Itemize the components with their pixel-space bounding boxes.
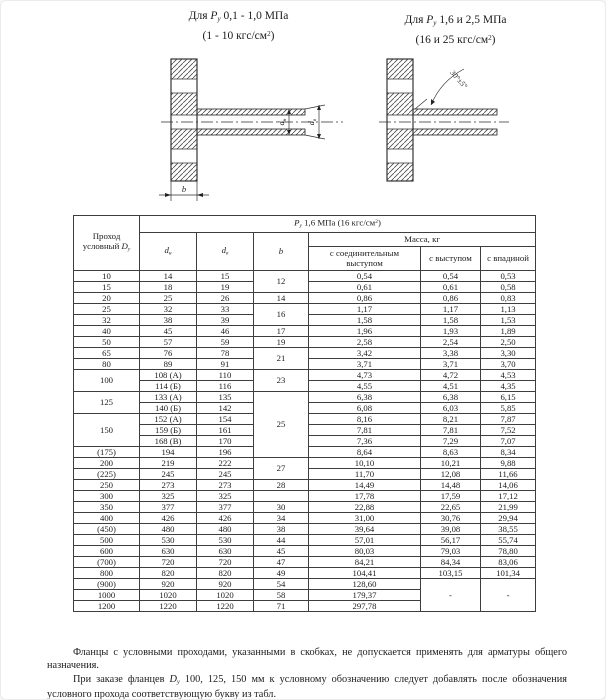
table-cell: 300 <box>74 490 140 501</box>
table-cell: 480 <box>140 523 197 534</box>
table-cell: 22,88 <box>309 501 421 512</box>
table-cell: 31,00 <box>309 512 421 523</box>
header-mass-joint-protrusion: с соединительным выступом <box>309 246 421 270</box>
table-cell: 3,42 <box>309 347 421 358</box>
table-cell: 273 <box>140 479 197 490</box>
table-cell: - <box>421 578 481 611</box>
table-cell: 22,65 <box>421 501 481 512</box>
table-row <box>74 391 536 402</box>
table-cell: 59 <box>197 336 254 347</box>
table-cell: 4,51 <box>421 380 481 391</box>
table-row <box>74 545 536 556</box>
table-row <box>74 523 536 534</box>
table-cell: 4,73 <box>309 369 421 380</box>
table-cell: 14,06 <box>481 479 536 490</box>
table-cell: 16 <box>254 303 309 325</box>
table-cell: 38 <box>254 523 309 534</box>
table-cell: 7,36 <box>309 435 421 446</box>
table-cell: 1,58 <box>309 314 421 325</box>
table-cell: 34 <box>254 512 309 523</box>
table-cell: 17 <box>254 325 309 336</box>
table-cell: 26 <box>197 292 254 303</box>
table-cell: 600 <box>74 545 140 556</box>
table-row <box>74 303 536 314</box>
header-pressure-group: $Р_у$ 1,6 МПа (16 кгс/$см^2$) <box>140 216 536 233</box>
table-cell: 103,15 <box>421 567 481 578</box>
table-cell: 7,81 <box>421 424 481 435</box>
table-cell: 6,15 <box>481 391 536 402</box>
table-cell: 8,64 <box>309 446 421 457</box>
table-cell: 720 <box>197 556 254 567</box>
table-cell: 7,87 <box>481 413 536 424</box>
table-row <box>74 369 536 380</box>
dimension-b <box>159 181 209 201</box>
table-cell: 17,59 <box>421 490 481 501</box>
symbol-P: Р <box>210 10 218 22</box>
table-cell: 530 <box>140 534 197 545</box>
table-cell: 57 <box>140 336 197 347</box>
header-b: b <box>254 233 309 271</box>
table-cell: 10,10 <box>309 457 421 468</box>
table-cell: 18 <box>140 281 197 292</box>
table-cell: 720 <box>140 556 197 567</box>
table-cell: 170 <box>197 435 254 446</box>
table-cell: 630 <box>197 545 254 556</box>
table-cell: 28 <box>254 479 309 490</box>
table-cell: (700) <box>74 556 140 567</box>
table-cell: 920 <box>197 578 254 589</box>
flange-drawing-high-pressure <box>369 53 519 208</box>
header-mass-protrusion: с выступом <box>421 246 481 270</box>
table-cell: 14,49 <box>309 479 421 490</box>
table-cell: 5,85 <box>481 402 536 413</box>
caption-left-figure <box>136 9 341 44</box>
header-mass-recess: с впадиной <box>481 246 536 270</box>
table-cell: 4,35 <box>481 380 536 391</box>
table-row <box>74 457 536 468</box>
note-ordering: При заказе фланцев $D_у$ 100, 125, 150 мм к условному обозначению следует добавлять после обозначения условного прохода соответствующую букву из табл. <box>47 674 567 700</box>
flange-drawing-low-pressure <box>113 53 353 208</box>
b-label: b <box>181 184 187 194</box>
table-cell: 1000 <box>74 589 140 600</box>
table-cell: 19 <box>254 336 309 347</box>
table-cell: 11,70 <box>309 468 421 479</box>
table-row <box>74 578 536 589</box>
table-cell: 9,88 <box>481 457 536 468</box>
table-cell: 8,16 <box>309 413 421 424</box>
table-cell: 222 <box>197 457 254 468</box>
table-cell: 84,21 <box>309 556 421 567</box>
table-cell: 47 <box>254 556 309 567</box>
table-cell: 350 <box>74 501 140 512</box>
table-cell: 84,34 <box>421 556 481 567</box>
table-cell: 110 <box>197 369 254 380</box>
table-row <box>74 490 536 501</box>
table-cell: 128,60 <box>309 578 421 589</box>
table-cell: 50 <box>74 336 140 347</box>
table-cell: 21,99 <box>481 501 536 512</box>
table-cell: 23 <box>254 369 309 391</box>
table-cell: 6,38 <box>309 391 421 402</box>
table-cell: 14 <box>254 292 309 303</box>
flange-spec-table <box>73 215 536 612</box>
table-cell: 1200 <box>74 600 140 611</box>
symbol-P: Р <box>426 14 434 26</box>
table-cell: 3,70 <box>481 358 536 369</box>
table-cell: 377 <box>197 501 254 512</box>
table-cell: 78,80 <box>481 545 536 556</box>
table-cell: 45 <box>254 545 309 556</box>
table-cell: 194 <box>140 446 197 457</box>
table-cell: 27 <box>254 457 309 479</box>
table-cell: 630 <box>140 545 197 556</box>
table-cell: 91 <box>197 358 254 369</box>
table-cell: 71 <box>254 600 309 611</box>
table-cell: 1220 <box>140 600 197 611</box>
table-cell: 152 (А) <box>140 413 197 424</box>
table-cell <box>254 490 309 501</box>
table-cell: 245 <box>197 468 254 479</box>
table-cell: 125 <box>74 391 140 413</box>
table-cell: 116 <box>197 380 254 391</box>
table-cell: 1020 <box>197 589 254 600</box>
table-cell: 15 <box>197 270 254 281</box>
table-cell: 101,34 <box>481 567 536 578</box>
table-cell: 14 <box>140 270 197 281</box>
table-cell: 10,21 <box>421 457 481 468</box>
table-cell: 108 (А) <box>140 369 197 380</box>
table-cell: 2,58 <box>309 336 421 347</box>
table-cell: 820 <box>197 567 254 578</box>
table-cell: 161 <box>197 424 254 435</box>
table-cell: 0,86 <box>421 292 481 303</box>
table-cell: 76 <box>140 347 197 358</box>
table-cell: 11,66 <box>481 468 536 479</box>
table-cell: 7,07 <box>481 435 536 446</box>
table-cell: 133 (А) <box>140 391 197 402</box>
table-cell: 400 <box>74 512 140 523</box>
table-cell: 8,21 <box>421 413 481 424</box>
table-cell: 32 <box>74 314 140 325</box>
table-cell: 0,86 <box>309 292 421 303</box>
table-cell: 3,30 <box>481 347 536 358</box>
table-row <box>74 270 536 281</box>
table-cell: 377 <box>140 501 197 512</box>
caption-text: 0,1 - 1,0 МПа <box>220 10 289 22</box>
flange-plate <box>171 59 197 181</box>
table-cell: 46 <box>197 325 254 336</box>
table-cell: 1,13 <box>481 303 536 314</box>
table-cell: 1,53 <box>481 314 536 325</box>
caption-text: Для <box>188 10 211 22</box>
table-cell: 325 <box>197 490 254 501</box>
table-cell: (175) <box>74 446 140 457</box>
table-cell: 1,96 <box>309 325 421 336</box>
table-row <box>74 534 536 545</box>
table-cell: 30,76 <box>421 512 481 523</box>
header-dn: $d_н$ <box>140 233 197 271</box>
table-cell: 79,03 <box>421 545 481 556</box>
table-cell: 0,54 <box>309 270 421 281</box>
table-cell: 140 (Б) <box>140 402 197 413</box>
table-cell: 6,03 <box>421 402 481 413</box>
table-cell: 19 <box>197 281 254 292</box>
caption-text: 1,6 и 2,5 МПа <box>436 14 507 26</box>
pipe-section <box>413 99 497 135</box>
table-cell: 135 <box>197 391 254 402</box>
table-cell: 4,72 <box>421 369 481 380</box>
table-cell: 7,52 <box>481 424 536 435</box>
header-dv: $d_в$ <box>197 233 254 271</box>
footnotes <box>47 647 567 700</box>
table-cell: 4,55 <box>309 380 421 391</box>
table-cell: 25 <box>74 303 140 314</box>
table-cell: 14,48 <box>421 479 481 490</box>
table-cell: 80,03 <box>309 545 421 556</box>
table-cell: 168 (В) <box>140 435 197 446</box>
table-cell: 78 <box>197 347 254 358</box>
note-parentheses: Фланцы с условными проходами, указанными в скобках, не допускается применять для арматуры общего назначения. <box>47 647 567 671</box>
table-cell: 25 <box>254 391 309 457</box>
superscript-2: 2 <box>267 29 271 38</box>
table-cell: 150 <box>74 413 140 446</box>
table-row <box>74 292 536 303</box>
table-cell: 17,78 <box>309 490 421 501</box>
table-cell: 0,53 <box>481 270 536 281</box>
table-cell: 245 <box>140 468 197 479</box>
table-cell: 1,17 <box>309 303 421 314</box>
table-row <box>74 501 536 512</box>
table-cell: 325 <box>140 490 197 501</box>
table-cell: 83,06 <box>481 556 536 567</box>
table-cell: 39,08 <box>421 523 481 534</box>
table-cell: 57,01 <box>309 534 421 545</box>
table-header <box>74 216 536 271</box>
table-row <box>74 479 536 490</box>
table-cell: 820 <box>140 567 197 578</box>
table-cell: 920 <box>140 578 197 589</box>
subscript-u: у <box>433 18 437 27</box>
table-cell: 49 <box>254 567 309 578</box>
table-cell: 33 <box>197 303 254 314</box>
table-cell: 179,37 <box>309 589 421 600</box>
angle-annotation <box>431 68 469 105</box>
table-cell: 4,53 <box>481 369 536 380</box>
table-cell: 55,74 <box>481 534 536 545</box>
table-cell: 273 <box>197 479 254 490</box>
header-dy: Проход условный $D_у$ <box>74 216 140 271</box>
table-cell: 0,83 <box>481 292 536 303</box>
table-row <box>74 556 536 567</box>
table-cell: 6,38 <box>421 391 481 402</box>
table-cell: 1,17 <box>421 303 481 314</box>
table-cell: 426 <box>140 512 197 523</box>
table-cell: 2,50 <box>481 336 536 347</box>
table-body <box>74 270 536 611</box>
table-cell: 80 <box>74 358 140 369</box>
subscript-u: у <box>217 14 221 23</box>
table-cell: 38 <box>140 314 197 325</box>
table-cell: 1,93 <box>421 325 481 336</box>
table-cell: 38,55 <box>481 523 536 534</box>
table-cell: 17,12 <box>481 490 536 501</box>
table-cell: 39,64 <box>309 523 421 534</box>
table-cell: - <box>481 578 536 611</box>
table-cell: 10 <box>74 270 140 281</box>
table-cell: 114 (Б) <box>140 380 197 391</box>
table-cell: 104,41 <box>309 567 421 578</box>
table-cell: 30 <box>254 501 309 512</box>
table-cell: 100 <box>74 369 140 391</box>
table-cell: 530 <box>197 534 254 545</box>
table-cell: 56,17 <box>421 534 481 545</box>
table-cell: 0,61 <box>309 281 421 292</box>
angle-label: 30°±5° <box>448 68 470 91</box>
table-cell: 426 <box>197 512 254 523</box>
caption-text: ) <box>491 33 496 46</box>
table-cell: 219 <box>140 457 197 468</box>
table-cell: 29,94 <box>481 512 536 523</box>
table-cell: 8,34 <box>481 446 536 457</box>
table-cell: 3,71 <box>421 358 481 369</box>
table-cell: 154 <box>197 413 254 424</box>
table-cell: 39 <box>197 314 254 325</box>
table-cell: 250 <box>74 479 140 490</box>
table-cell: 65 <box>74 347 140 358</box>
table-cell: 21 <box>254 347 309 369</box>
table-row <box>74 347 536 358</box>
table-cell: 45 <box>140 325 197 336</box>
table-cell: 20 <box>74 292 140 303</box>
table-cell: 32 <box>140 303 197 314</box>
table-cell: 44 <box>254 534 309 545</box>
table-cell: 196 <box>197 446 254 457</box>
header-mass: Масса, кг <box>309 233 536 247</box>
table-cell: 54 <box>254 578 309 589</box>
table-cell: 7,29 <box>421 435 481 446</box>
dn-label: $d_н$ <box>277 118 288 126</box>
caption-text: ) <box>270 29 275 42</box>
table-cell: 12 <box>254 270 309 292</box>
table-cell: 142 <box>197 402 254 413</box>
table-cell: (225) <box>74 468 140 479</box>
table-cell: 6,08 <box>309 402 421 413</box>
flange-plate <box>387 59 413 181</box>
superscript-2: 2 <box>488 33 492 42</box>
table-cell: 7,81 <box>309 424 421 435</box>
table-cell: 1,89 <box>481 325 536 336</box>
table-cell: 200 <box>74 457 140 468</box>
table-cell: 800 <box>74 567 140 578</box>
table-cell: 159 (Б) <box>140 424 197 435</box>
table-cell: 0,58 <box>481 281 536 292</box>
table-cell: 1,58 <box>421 314 481 325</box>
table-cell: (900) <box>74 578 140 589</box>
dv-label: $d_в$ <box>307 118 318 126</box>
table-cell: 0,61 <box>421 281 481 292</box>
table-row <box>74 567 536 578</box>
caption-text: (16 и 25 кгс/см <box>415 33 489 46</box>
table-cell: 500 <box>74 534 140 545</box>
table-cell: 3,71 <box>309 358 421 369</box>
table-cell: 0,54 <box>421 270 481 281</box>
table-cell: 25 <box>140 292 197 303</box>
table-cell: 1220 <box>197 600 254 611</box>
table-cell: 40 <box>74 325 140 336</box>
table-row <box>74 512 536 523</box>
table-row <box>74 325 536 336</box>
table-cell: 3,38 <box>421 347 481 358</box>
table-cell: 480 <box>197 523 254 534</box>
table-cell: 58 <box>254 589 309 600</box>
table-cell: (450) <box>74 523 140 534</box>
table-cell: 12,08 <box>421 468 481 479</box>
table-cell: 15 <box>74 281 140 292</box>
table-cell: 89 <box>140 358 197 369</box>
caption-right-figure <box>353 13 558 48</box>
caption-text: Для <box>404 14 427 26</box>
caption-text: (1 - 10 кгс/см <box>202 29 268 42</box>
table-cell: 297,78 <box>309 600 421 611</box>
table-cell: 8,63 <box>421 446 481 457</box>
table-row <box>74 336 536 347</box>
table-cell: 1020 <box>140 589 197 600</box>
table-cell: 2,54 <box>421 336 481 347</box>
